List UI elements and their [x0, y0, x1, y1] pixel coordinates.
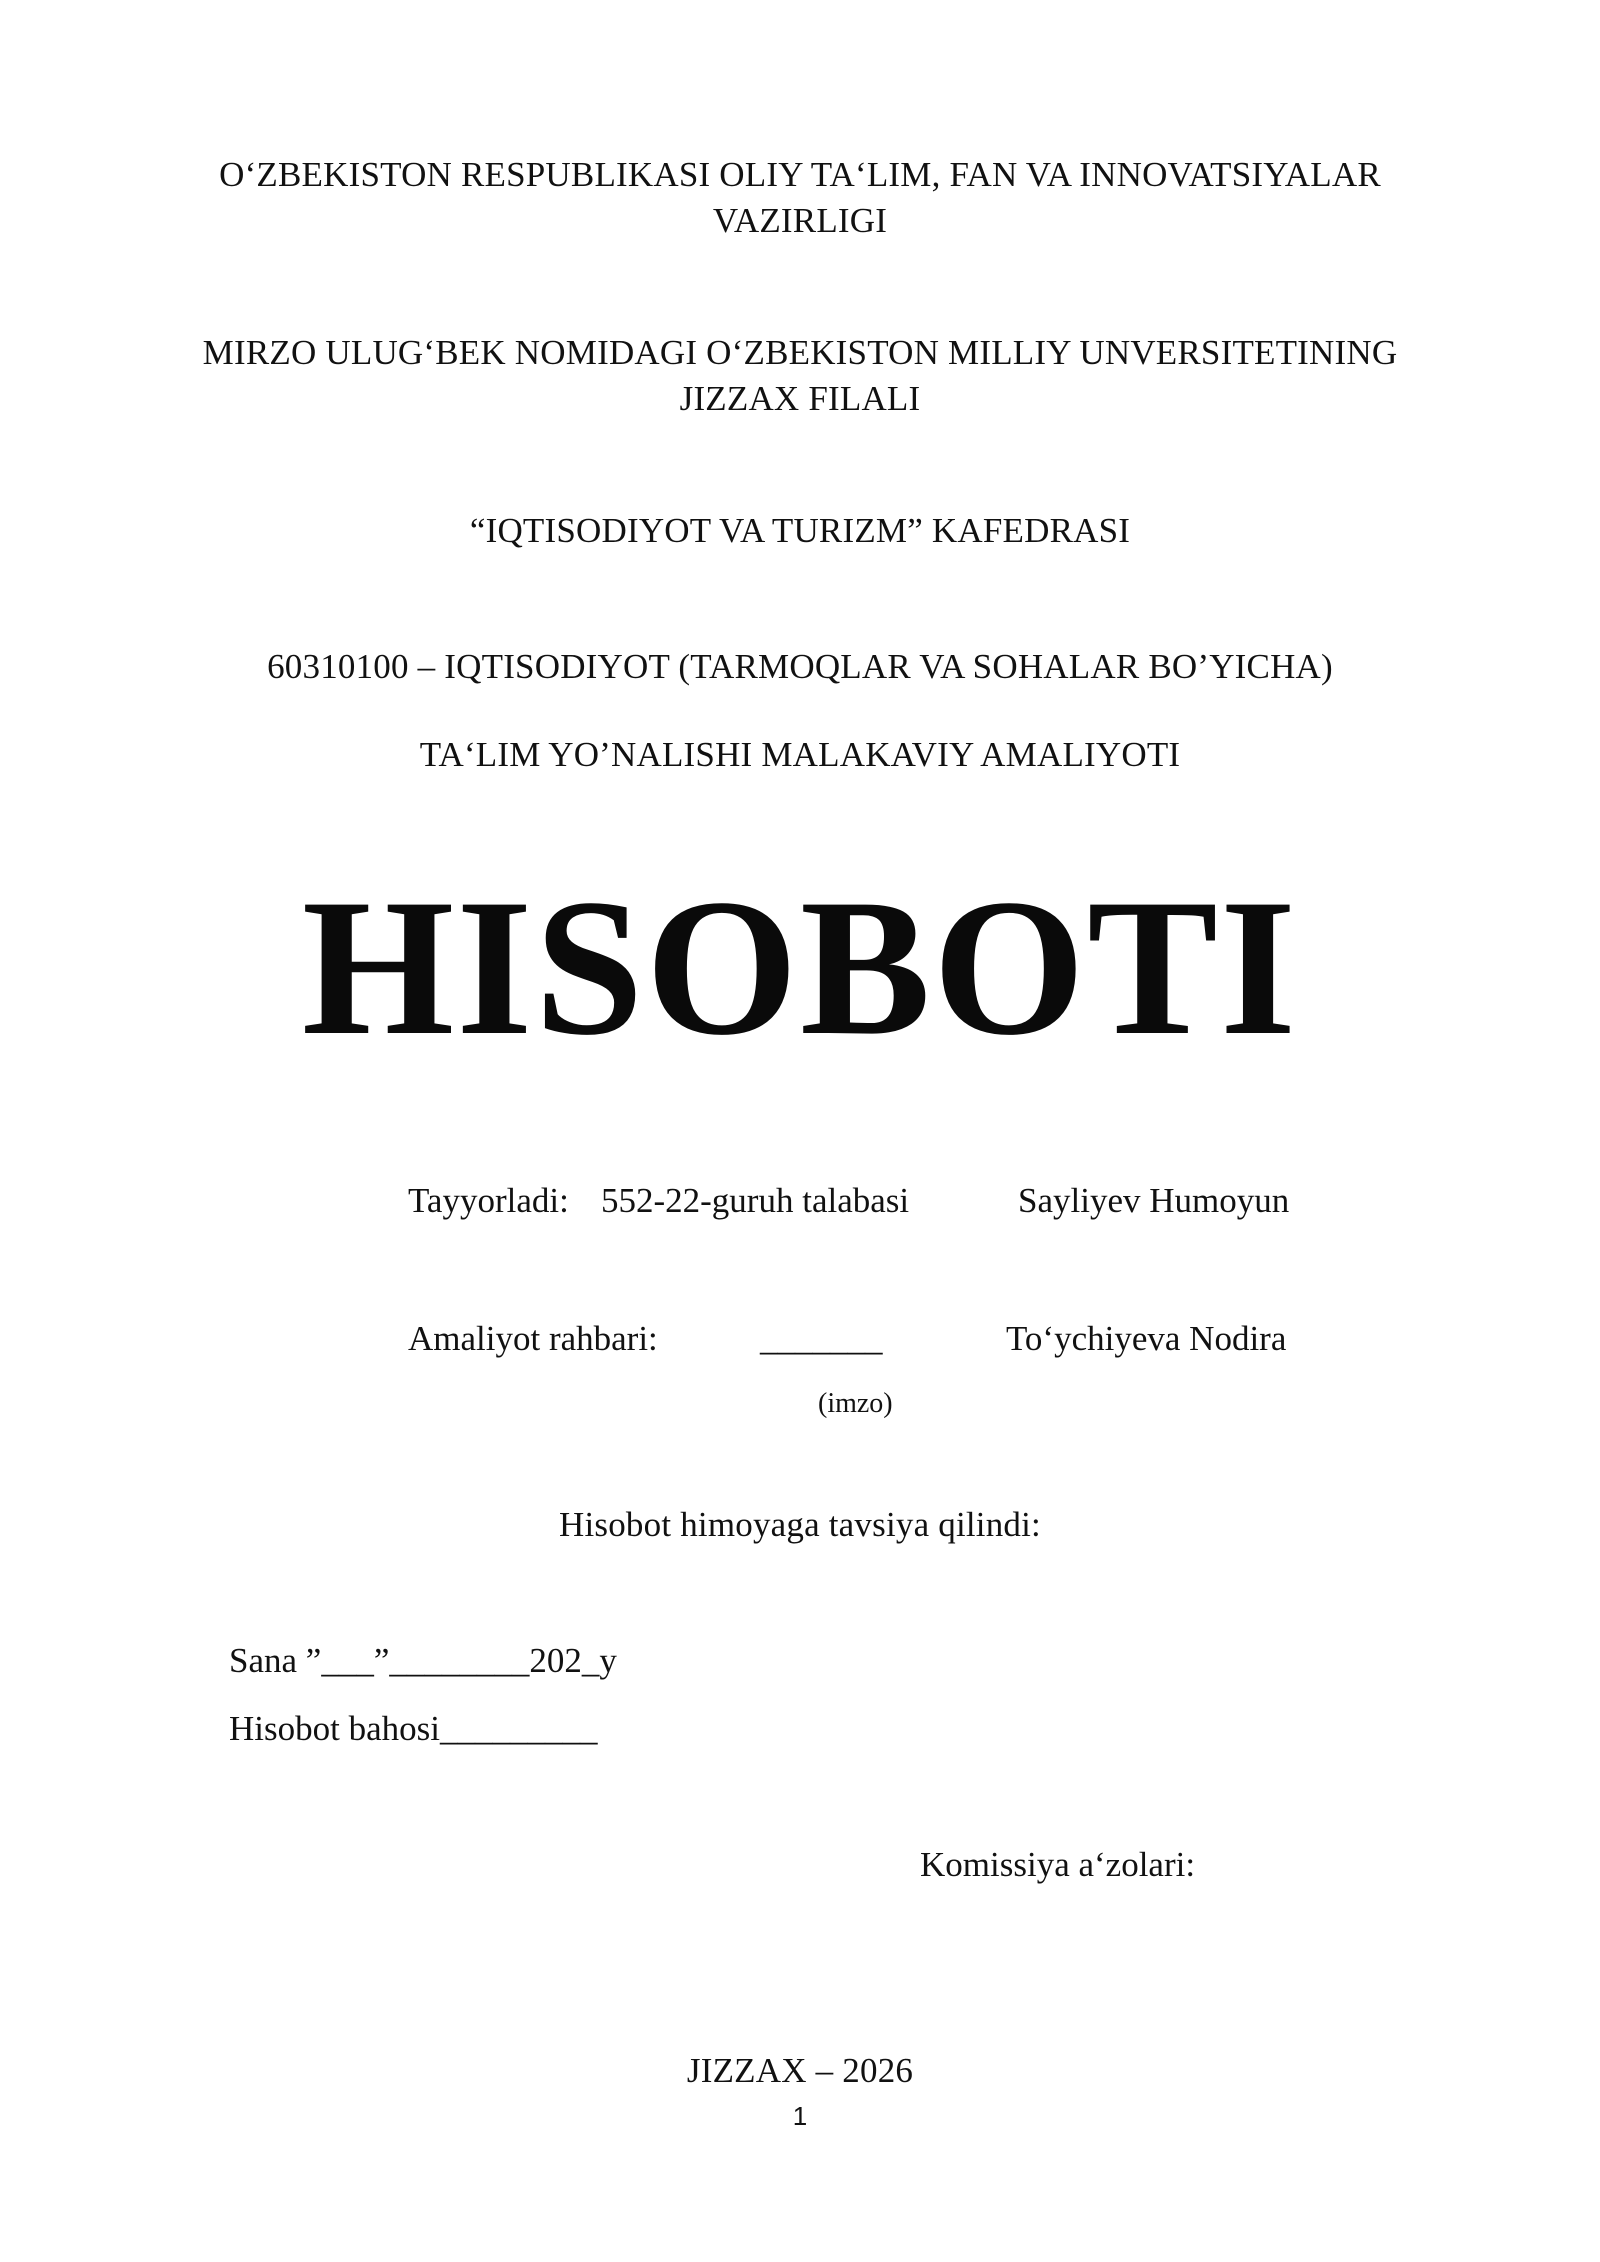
prepared-name: Sayliyev Humoyun: [1018, 1181, 1290, 1220]
program-heading: [0, 644, 1600, 778]
recommendation-text: Hisobot himoyaga tavsiya qilindi:: [559, 1505, 1041, 1544]
university-line-1: MIRZO ULUG‘BEK NOMIDAGI O‘ZBEKISTON MILLIY UNVERSITETINING: [202, 333, 1398, 372]
program-line-2: TA‘LIM YO’NALISHI MALAKAVIY AMALIYOTI: [419, 735, 1181, 774]
signature-line: _______: [760, 1319, 883, 1358]
prepared-group: 552-22-guruh talabasi: [601, 1181, 910, 1220]
date-line: Sana ”___”________202_y: [229, 1641, 617, 1680]
grade-line: Hisobot bahosi_________: [229, 1709, 598, 1748]
university-line-2: JIZZAX FILALI: [679, 379, 921, 418]
department-line: “IQTISODIYOT VA TURIZM” KAFEDRASI: [469, 511, 1131, 550]
recommendation-block: [0, 1502, 1600, 1548]
footer-block: [0, 2048, 1600, 2094]
program-line-1: 60310100 – IQTISODIYOT (TARMOQLAR VA SOHALAR BO’YICHA): [267, 647, 1333, 686]
department-heading: [0, 508, 1600, 554]
university-heading: [0, 330, 1600, 422]
ministry-line-1: O‘ZBEKISTON RESPUBLIKASI OLIY TA‘LIM, FAN VA INNOVATSIYALAR: [219, 155, 1381, 194]
supervisor-name: To‘ychiyeva Nodira: [1006, 1319, 1287, 1358]
supervisor-label: Amaliyot rahbari:: [408, 1319, 658, 1358]
prepared-label: Tayyorladi:: [408, 1181, 569, 1220]
ministry-heading: [0, 152, 1600, 244]
document-title: HISOBOTI: [301, 859, 1299, 1076]
page-number: 1: [792, 2101, 808, 2131]
ministry-line-2: VAZIRLIGI: [712, 201, 888, 240]
commission-label: Komissiya a‘zolari:: [920, 1845, 1196, 1884]
signature-caption: (imzo): [818, 1388, 893, 1419]
city-year: JIZZAX – 2026: [686, 2051, 914, 2090]
